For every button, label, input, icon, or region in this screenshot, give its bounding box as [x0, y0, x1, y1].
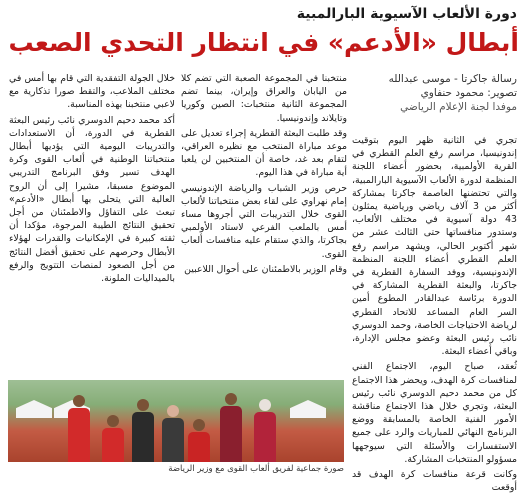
article-byline: [352, 72, 517, 114]
byline-reporter: رسالة جاكرتا - موسى عبدالله: [388, 73, 517, 85]
paragraph: تجري في الثانية ظهر اليوم بتوقيت إندونيسيا، مراسم رفع العلم القطري في القرية الأولمبية، بحضور أعضاء اللجنة المنظمة لدورة الألعاب الآسيوية البارالمبية، والتي تحتضنها العاصمة جاكرتا بمشاركة أكثر من 3 آلاف رياضي ورياضية يمثلون 43 دولة آسيوية في مختلف الألعاب، وستدور منافساتها حتى الثالث عشر من شهر أكتوبر الحالي، ويشهد مراسم رفع العلم القطري أعضاء اللجنة المنظمة الإندونيسية، ووفد السفارة القطرية في جاكرتا، والبعثة القطرية المشاركة في الدورة برئاسة عبدالقادر المطوع أمين السر العام المساعد للاتحاد القطري لرياضة الاحتياجات الخاصة، وحمد الدوسري نائب رئيس البعثة وعضو مجلس الإدارة، وباقي أعضاء البعثة.: [352, 135, 517, 358]
article-kicker: دورة الألعاب الآسيوية البارالمبية: [296, 6, 517, 22]
byline-photographer: تصوير: محمود حنفاوي: [420, 87, 517, 99]
person-figure: [220, 393, 242, 462]
paragraph: أكد محمد دحيم الدوسري نائب رئيس البعثة القطرية في الدورة، أن الاستعدادات والتدريبات اليومية التي يؤديها أبطال منتخباتنا الوطنية في ألعاب القوى وكرة الهدف تسير وفق البرنامج التدريبي الموضوع مسبقا، مشيرا إلى أن الروح العالية التي يتحلى بها أبطال «الأدعم» تبعث على التفاؤل والاطمئنان من أجل تحقيق النتائج الطيبة المرجوة، مؤكدا أن ثقته كبيرة في الإمكانيات والقدرات لهؤلاء الأبطال وحرصهم على تحقيق أفضل النتائج من أجل الصعود لمنصات التتويج والرفع بالميداليات الملونة.: [9, 114, 175, 285]
article-column-left: [9, 72, 175, 382]
article-headline: أبطال «الأدعم» في انتظار التحدي الصعب: [8, 28, 519, 57]
paragraph: وكانت قرعة منافسات كرة الهدف قد أوقعت: [352, 469, 517, 494]
paragraph: وقام الوزير بالاطمئنان على أحوال اللاعبين: [184, 263, 347, 275]
paragraph: خلال الجولة التفقدية التي قام بها أمس في مختلف الملاعب، والتقط صورا تذكارية مع لاعبي منتخبنا بهذه المناسبة.: [9, 73, 175, 111]
paragraph: منتخبنا في المجموعة الصعبة التي تضم كلا من اليابان والعراق وإيران، بينما تضم المجموعة الثانية منتخبات: الصين وكوريا وتايلاند وإندونيسيا.: [181, 73, 347, 124]
paragraph: حرص وزير الشباب والرياضة الإندونيسي إمام نهراوي على لقاء بعض منتخباتنا لألعاب القوى خلال التدريبات التي أجروها مساء أمس بالملعب الفرعي لاستاد الأولمبي بجاكرتا، والذي ستقام عليه منافسات ألعاب القوى.: [181, 182, 347, 260]
paragraph: ثُعقد، صباح اليوم، الاجتماع الفني لمنافسات كرة الهدف، ويحضر هذا الاجتماع كل من محمد دحيم الدوسري نائب رئيس البعثة، وتجري خلال هذا الاجتماع مناقشة الأمور الفنية الخاصة بالمسابقة ووضع البرنامج النهائي للمباريات والرد على جميع الاستفسارات والأسئلة التي سيوجهها مسؤولو المنتخبات المشاركة.: [352, 361, 517, 465]
person-figure: [162, 405, 184, 462]
paragraph: وقد طلبت البعثة القطرية إجراء تعديل على موعد مباراة المنتخب مع نظيره العراقي، لتقام بعد غد، خاصة أن المنتخبين لن يلعبا أية مباراة في هذا اليوم.: [181, 127, 347, 179]
person-figure: [188, 419, 210, 462]
photo-caption: صورة جماعية لفريق ألعاب القوى مع وزير الرياضة: [168, 464, 344, 474]
team-photo: [8, 380, 344, 462]
tent-shape: [16, 400, 52, 418]
byline-role: موفدا لجنة الإعلام الرياضي: [400, 101, 517, 113]
article-column-middle: [181, 72, 347, 382]
person-figure: [132, 399, 154, 462]
tent-shape: [290, 400, 326, 418]
person-figure: [68, 395, 90, 462]
article-column-right: [352, 134, 517, 494]
person-figure: [254, 399, 276, 462]
person-figure: [102, 415, 124, 462]
